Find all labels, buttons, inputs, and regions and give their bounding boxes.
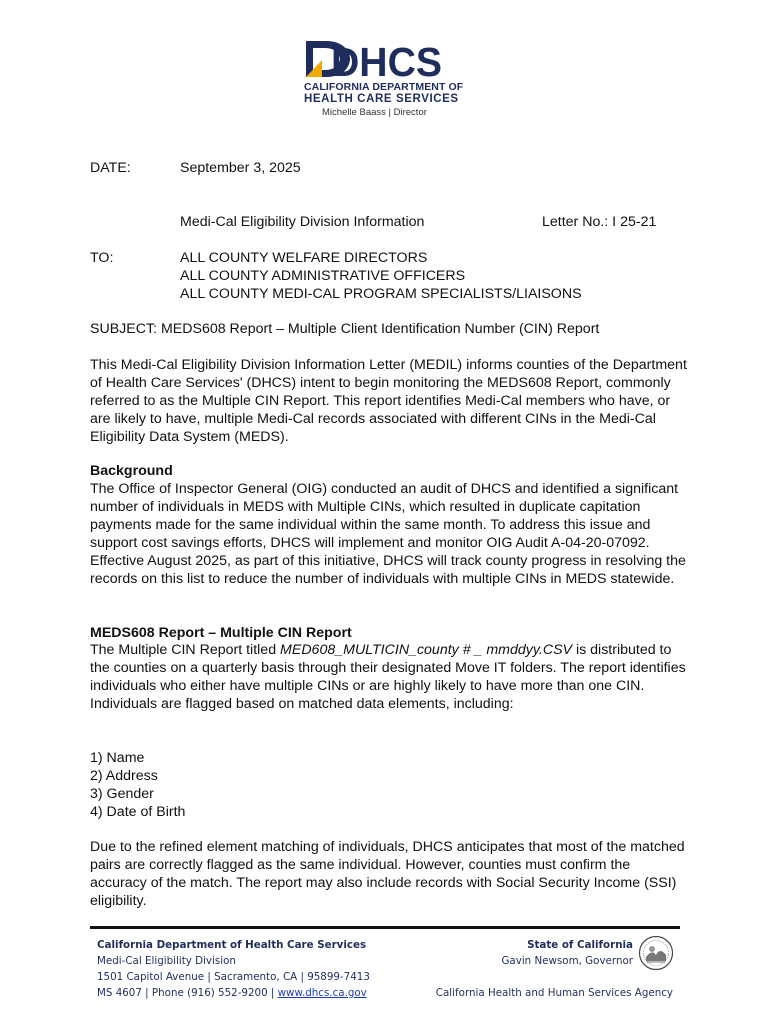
list-item: 1) Name bbox=[90, 750, 145, 766]
footer-phone: MS 4607 | Phone (916) 552-9200 | bbox=[97, 987, 278, 999]
date-label: DATE: bbox=[90, 160, 131, 176]
footer-right bbox=[501, 937, 633, 969]
footer-governor: Gavin Newsom, Governor bbox=[501, 955, 633, 967]
footer-divider bbox=[90, 926, 680, 929]
background-heading: Background bbox=[90, 463, 173, 479]
report-text-end: is distributed to the counties on a quarterly basis through their designated Move IT folders. The report identifies individuals who either have multiple CINs or are highly likely to have more than one CIN. Individuals are flagged based on matched data elements, including: bbox=[90, 642, 686, 712]
report-filename: MED608_MULTICIN_county # _ mmddyy.CSV bbox=[280, 642, 573, 658]
department-line-2: HEALTH CARE SERVICES bbox=[304, 93, 459, 105]
closing-paragraph: Due to the refined element matching of individuals, DHCS anticipates that most of the matched pairs are correctly flagged as the same individual. However, counties must confirm the accuracy of the match. The report may also include records with Social Security Income (SSI) eligibility. bbox=[90, 839, 685, 909]
recipient-list bbox=[180, 249, 582, 303]
subject-line: SUBJECT: MEDS608 Report – Multiple Client Identification Number (CIN) Report bbox=[90, 321, 600, 337]
list-item: 2) Address bbox=[90, 768, 158, 784]
footer-address: 1501 Capitol Avenue | Sacramento, CA | 95899-7413 bbox=[97, 971, 370, 983]
recipient-item: ALL COUNTY ADMINISTRATIVE OFFICERS bbox=[180, 268, 466, 284]
matched-elements-list bbox=[90, 749, 185, 821]
department-line-1: CALIFORNIA DEPARTMENT OF bbox=[304, 81, 464, 93]
footer-org: California Department of Health Care Services bbox=[97, 939, 367, 951]
recipient-item: ALL COUNTY WELFARE DIRECTORS bbox=[180, 250, 428, 266]
logo-text: DHCS bbox=[331, 39, 442, 85]
director-line: Michelle Baass | Director bbox=[322, 107, 427, 118]
footer-contact bbox=[97, 985, 370, 1001]
list-item: 3) Gender bbox=[90, 786, 154, 802]
footer-agency: California Health and Human Services Agency bbox=[435, 987, 673, 999]
recipient-item: ALL COUNTY MEDI-CAL PROGRAM SPECIALISTS/LIAISONS bbox=[180, 286, 582, 302]
letter-number: Letter No.: I 25-21 bbox=[542, 214, 657, 230]
footer-division: Medi-Cal Eligibility Division bbox=[97, 955, 236, 967]
footer-left bbox=[97, 937, 370, 1001]
info-letter-title: Medi-Cal Eligibility Division Information bbox=[180, 214, 425, 230]
report-text-start: The Multiple CIN Report titled bbox=[90, 642, 281, 658]
department-name bbox=[304, 81, 463, 105]
background-paragraph: The Office of Inspector General (OIG) conducted an audit of DHCS and identified a significant number of individuals in MEDS with Multiple CINs, which resulted in duplicate capitation payments made for the same individual within the same month. To address this issue and support cost savings efforts, DHCS will implement and monitor OIG Audit A-04-20-07092. Effective August 2025, as part of this initiative, DHCS will track county progress in resolving the records on this list to reduce the number of individuals with multiple CINs in MEDS statewide. bbox=[90, 481, 686, 587]
to-label: TO: bbox=[90, 250, 114, 266]
report-paragraph bbox=[90, 641, 690, 713]
report-heading: MEDS608 Report – Multiple CIN Report bbox=[90, 625, 352, 641]
website-link[interactable]: www.dhcs.ca.gov bbox=[277, 987, 367, 999]
list-item: 4) Date of Birth bbox=[90, 804, 186, 820]
state-seal-icon bbox=[638, 935, 674, 971]
date-value: September 3, 2025 bbox=[180, 160, 301, 176]
intro-paragraph: This Medi-Cal Eligibility Division Information Letter (MEDIL) informs counties of the Department of Health Care Services' (DHCS) intent to begin monitoring the MEDS608 Report, commonly referred to as the Multiple CIN Report. This report identifies Medi-Cal members who have, or are likely to have, multiple Medi-Cal records associated with different CINs in the Medi-Cal Eligibility Data System (MEDS). bbox=[90, 357, 687, 445]
footer-state: State of California bbox=[527, 939, 633, 951]
